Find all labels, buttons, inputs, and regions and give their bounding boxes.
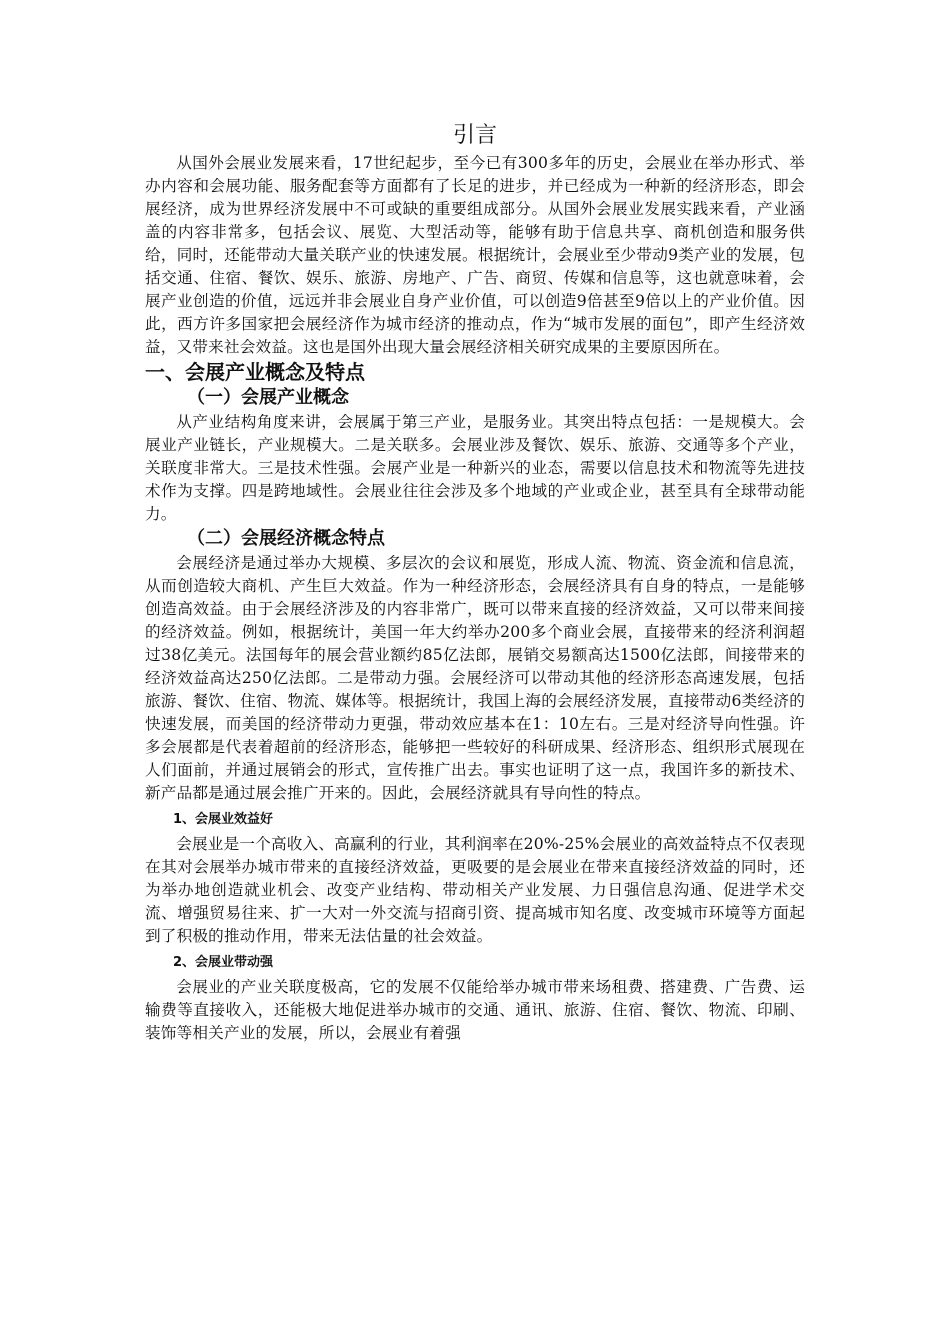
- document-title: 引言: [452, 123, 497, 148]
- item-1-paragraph: 会展业是一个高收入、高赢利的行业，其利润率在20%-25%会展业的高效益特点不仅表现在其对会展举办城市带来的直接经济效益，更吸要的是会展业在带来直接经济效益的同时，还为举办地创造就业机会、改变产业结构、带动相关产业发展、力日强信息沟通、促进学术交流、增强贸易往来、扩一大对一外交流与招商引资、提高城市知名度、改变城市环境等方面起到了积极的推动作用，带来无法估量的社会效益。: [145, 835, 805, 945]
- item-2-paragraph: 会展业的产业关联度极高，它的发展不仅能给举办城市带来场租费、搭建费、广告费、运输费等直接收入，还能极大地促进举办城市的交通、通讯、旅游、住宿、餐饮、物流、印刷、装饰等相关产业的发展，所以，会展业有着强: [145, 978, 805, 1042]
- subsection-2-heading: （二）会展经济概念特点: [187, 528, 385, 549]
- subsection-1-heading: （一）会展产业概念: [187, 387, 349, 408]
- subsection-1-paragraph: 从产业结构角度来讲，会展属于第三产业，是服务业。其突出特点包括：一是规模大。会展业产业链长，产业规模大。二是关联多。会展业涉及餐饮、娱乐、旅游、交通等多个产业，关联度非常大。三是技术性强。会展产业是一种新兴的业态，需要以信息技术和物流等先进技术作为支撑。四是跨地域性。会展业往往会涉及多个地域的产业或企业，甚至具有全球带动能力。: [145, 413, 805, 523]
- item-1-heading: 1、会展业效益好: [173, 812, 274, 827]
- item-2-heading: 2、会展业带动强: [173, 955, 274, 970]
- document-page: [145, 120, 805, 1045]
- section-1-heading: 一、会展产业概念及特点: [145, 360, 365, 384]
- intro-paragraph: 从国外会展业发展来看，17世纪起步，至今已有300多年的历史，会展业在举办形式、举办内容和会展功能、服务配套等方面都有了长足的进步，并已经成为一种新的经济形态，即会展经济，成为世界经济发展中不可或缺的重要组成部分。从国外会展业发展实践来看，产业涵盖的内容非常多，包括会议、展览、大型活动等，能够有助于信息共享、商机创造和服务供给，同时，还能带动大量关联产业的快速发展。根据统计，会展业至少带动9类产业的发展，包括交通、住宿、餐饮、娱乐、旅游、房地产、广告、商贸、传媒和信息等，这也就意味着，会展产业创造的价值，远远并非会展业自身产业价值，可以创造9倍甚至9倍以上的产业价值。因此，西方许多国家把会展经济作为城市经济的推动点，作为“城市发展的面包”，即产生经济效益，又带来社会效益。这也是国外出现大量会展经济相关研究成果的主要原因所在。: [145, 154, 805, 356]
- subsection-2-paragraph: 会展经济是通过举办大规模、多层次的会议和展览，形成人流、物流、资金流和信息流，从而创造较大商机、产生巨大效益。作为一种经济形态，会展经济具有自身的特点，一是能够创造高效益。由于会展经济涉及的内容非常广，既可以带来直接的经济效益，又可以带来间接的经济效益。例如，根据统计，美国一年大约举办200多个商业会展，直接带来的经济利润超过38亿美元。法国每年的展会营业额约85亿法郎，展销交易额高达1500亿法郎，间接带来的经济效益高达250亿法郎。二是带动力强。会展经济可以带动其他的经济形态高速发展，包括旅游、餐饮、住宿、物流、媒体等。根据统计，我国上海的会展经济发展，直接带动6类经济的快速发展，而美国的经济带动力更强，带动效应基本在1：10左右。三是对经济导向性强。许多会展都是代表着超前的经济形态，能够把一些较好的科研成果、经济形态、组织形式展现在人们面前，并通过展销会的形式，宣传推广出去。事实也证明了这一点，我国许多的新技术、新产品都是通过展会推广开来的。因此，会展经济就具有导向性的特点。: [145, 554, 805, 802]
